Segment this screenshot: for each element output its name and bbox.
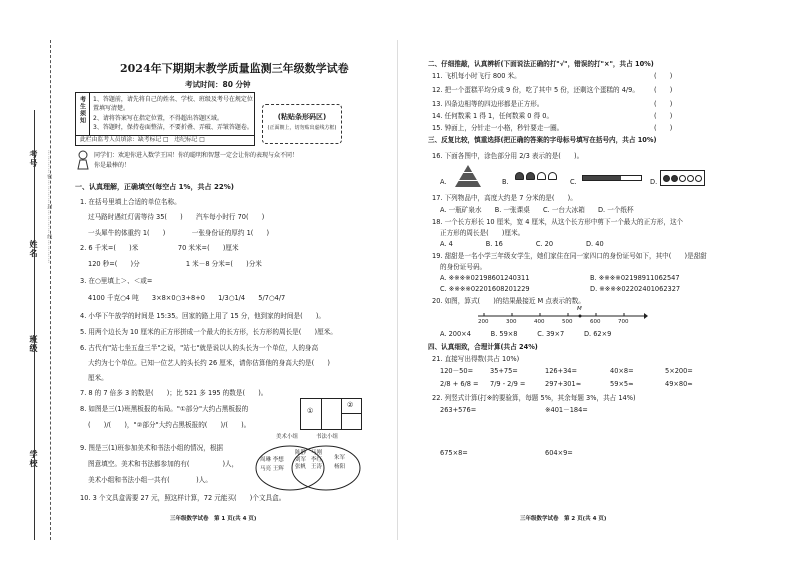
notice-rows <box>93 95 253 132</box>
tick-700: 700 <box>618 319 629 325</box>
calc-2-2: 7/9 - 2/9 = <box>490 380 526 388</box>
greeting-line-1: 同学们：欢迎你进入数学王国！你的聪明和智慧一定会让你的表现与众不同！ <box>94 152 299 159</box>
pyramid-figure <box>455 165 481 187</box>
tick-600: 600 <box>590 319 601 325</box>
margin-rule <box>34 110 35 540</box>
q17: 17. 下列物品中，高度大约是 7 分米的是( )。 <box>432 194 577 202</box>
q20: 20. 如图，算式( )的结果最接近 M 点表示的数。 <box>432 297 585 305</box>
vert-calc-3: 675×8= <box>440 449 468 457</box>
exam-time: 考试时间：80 分钟 <box>185 80 251 89</box>
section-3-heading: 三、反复比较，慎重选择(把正确的答案的字母标号填写在括号内，共占 10%) <box>428 136 657 144</box>
tick-400: 400 <box>534 319 545 325</box>
calc-1-1: 120－50= <box>440 367 474 375</box>
q18-a: 18. 一个长方形长 10 厘米，宽 4 厘米，从这个长方形中剪下一个最大的正方形，这个 <box>432 218 684 226</box>
page-divider <box>397 40 398 540</box>
calc-1-2: 35+75= <box>490 367 518 375</box>
barcode-area <box>262 104 342 144</box>
q7: 7. 8 的 7 倍多 3 的数是( )；比 521 多 195 的数是( )。 <box>80 389 268 397</box>
calc-1-3: 126+34= <box>545 367 578 375</box>
q14-blank: ( ) <box>654 112 673 120</box>
q19-b: 的身份证号码。 <box>440 263 487 271</box>
calc-1-4: 40×8= <box>610 367 634 375</box>
q4: 4. 小华下午放学的时间是 15:35。回家的路上用了 15 分，他到家的时间是( )。 <box>80 312 326 320</box>
vert-calc-4: 604×9= <box>545 449 573 457</box>
q16-opt-d: D. <box>650 178 658 186</box>
q3-items: 4100 千克○4 吨 3×8×0○3+8+0 1/3○1/4 5/7○4/7 <box>88 294 286 302</box>
point-m: M <box>577 306 582 312</box>
cupcake-icon <box>537 172 546 180</box>
venn-calligraphy-label: 书法小组 <box>316 434 339 440</box>
q19-opt-a: A. ※※※※02198601240311 <box>440 274 530 282</box>
notice-row-1: 1、答题前，请先将自己的姓名、学校、班级及考号在规定位置填写清楚。 <box>93 96 253 113</box>
board-part-2: ② <box>347 401 354 409</box>
q8-b: ( )/( )，"②部分"大约占黑板报的( )/( )。 <box>88 421 251 429</box>
q20-options: A. 200×4 B. 59×8 C. 39×7 D. 62×9 <box>440 330 612 338</box>
q15: 15. 钟面上，分针走一小格，秒针要走一圈。 <box>432 124 564 132</box>
q2-a: 2. 6 千米=( )米 70 米米=( )厘米 <box>80 244 239 252</box>
seal-line <box>50 40 51 540</box>
section-2-heading: 二、仔细推敲，认真辨析(下面说法正确的打"√"，错误的打"×"，共占 10%) <box>428 60 654 68</box>
q1-a: 过马路时遇红灯需等待 35( ) 汽车每小时行 70( ) <box>88 213 265 221</box>
tick-200: 200 <box>478 319 489 325</box>
q21: 21. 直接写出得数(共占 10%) <box>432 355 520 363</box>
q8-a: 8. 如图是三(1)班黑板报的布局。"①部分"大约占黑板报的 <box>80 405 249 413</box>
page-2-footer: 三年级数学试卷 第 2 页(共 4 页) <box>520 516 607 522</box>
strip-figure <box>582 175 642 181</box>
q13-blank: ( ) <box>654 100 673 108</box>
q12-blank: ( ) <box>654 86 673 94</box>
notice-row-2: 2、请将答案写在指定位置，不得超出答题区域。 <box>93 114 223 122</box>
tick-300: 300 <box>506 319 517 325</box>
q11: 11. 飞机每小时飞行 800 米。 <box>432 72 521 80</box>
calc-2-5: 49×80≈ <box>665 380 693 388</box>
section-4-heading: 四、认真细致，合理计算(共占 24%) <box>428 343 538 351</box>
q9-a: 9. 图是三(1)班参加美术和书法小组的情况，根据 <box>80 444 224 452</box>
q19-opt-b: B. ※※※※02198911062547 <box>590 274 680 282</box>
q10: 10. 3 个文具盒需要 27 元，照这样计算，72 元能买( )个文具盒。 <box>80 494 286 502</box>
notice-box <box>75 92 255 146</box>
q9-c: 美术小组和书法小组一共有( )人。 <box>88 476 212 484</box>
q12: 12. 把一个蛋糕平均分成 9 份，吃了其中 5 份，还剩这个蛋糕的 4/9。 <box>432 86 639 94</box>
vert-calc-2: ※401－184= <box>545 406 588 414</box>
q5: 5. 用两个边长为 10 厘米的正方形拼成一个最大的长方形，长方形的周长是( )厘米。 <box>80 328 337 336</box>
page-1-footer: 三年级数学试卷 第 1 页(共 4 页) <box>170 516 257 522</box>
venn-calligraphy-only: 朱军 杨阳 <box>334 455 346 470</box>
q18-b: 正方形的周长是( )厘米。 <box>440 229 525 237</box>
q6-a: 6. 古代有"站七坐五盘三半"之说，"站七"就是说以人的头长为一个单位，人的身高 <box>80 344 319 352</box>
greeting-line-2: 你是最棒的！ <box>94 162 131 169</box>
invigilator-row: 此栏由监考人员填涂：缺考标记 □ 违纪标记 □ <box>76 135 254 145</box>
q16-opt-c: C. <box>570 178 577 186</box>
cupcake-icon <box>526 172 535 180</box>
school-label: 学校 <box>29 450 38 468</box>
q18-options: A. 4 B. 16 C. 20 D. 40 <box>440 240 604 248</box>
venn-diagram <box>254 436 364 494</box>
q1: 1. 在括号里填上合适的单位名称。 <box>80 198 181 206</box>
q16-opt-a: A. <box>440 178 447 186</box>
blackboard-figure <box>300 398 362 430</box>
calc-2-4: 59×5≈ <box>610 380 634 388</box>
board-part-1: ① <box>307 407 314 415</box>
venn-overlap-2: 马刚 李红 王涛 <box>311 450 323 471</box>
number-line <box>478 308 648 330</box>
q17-options: A. 一瓶矿泉水 B. 一张课桌 C. 一台大冰箱 D. 一个纸杯 <box>440 206 634 214</box>
calc-2-1: 2/8 + 6/8 = <box>440 380 479 388</box>
seal-text: …………密…………封…………线………… <box>46 150 53 264</box>
page-title: 2024年下期期末教学质量监测三年级数学试卷 <box>120 62 349 75</box>
venn-art-only: 周琳 李想 马亮 王辉 <box>260 457 284 472</box>
venn-art-label: 美术小组 <box>276 434 299 440</box>
student-icon <box>76 150 90 170</box>
q22: 22. 列竖式计算(打※的要验算，每题 5%，其余每题 3%，共占 14%) <box>432 394 636 402</box>
q2-b: 120 秒=( )分 1 米－8 分米=( )分米 <box>88 260 262 268</box>
tick-500: 500 <box>562 319 573 325</box>
dots-figure <box>660 170 705 186</box>
section-1-heading: 一、认真理解，正确填空(每空占 1%，共占 22%) <box>75 183 234 191</box>
q16: 16. 下面各图中，涂色部分用 2/3 表示的是( )。 <box>432 152 584 160</box>
cupcake-icon <box>548 172 557 180</box>
notice-label: 考生须知 <box>78 96 86 124</box>
q6-c: 厘米。 <box>88 374 108 382</box>
q3: 3. 在○里填上＞、＜或= <box>80 277 153 285</box>
calc-1-5: 5×200= <box>665 367 693 375</box>
barcode-title: (粘贴条形码区) <box>277 113 327 121</box>
barcode-note: (正面朝上，切勿贴出虚线方框) <box>267 124 337 131</box>
calc-2-3: 297+301≈ <box>545 380 582 388</box>
cupcake-icon <box>515 172 524 180</box>
q9-b: 图意填空。美术和书法都参加的有( )人， <box>88 460 239 468</box>
q14: 14. 任何数乘 1 得 1，任何数乘 0 得 0。 <box>432 112 554 120</box>
q15-blank: ( ) <box>654 124 673 132</box>
q16-opt-b: B. <box>502 178 509 186</box>
q11-blank: ( ) <box>654 72 673 80</box>
notice-row-3: 3、答题时，保持卷面整洁，不要折叠、弄破、弄皱答题卷。 <box>93 123 253 131</box>
q19-a: 19. 甜甜是一名小学三年级女学生，她们家住在同一家四口的身份证号如下，其中( )是甜甜 <box>432 252 707 260</box>
q6-b: 大约为七个单位。已知一位艺人的头长约 26 厘米，请你估算他的身高大约是( ) <box>88 359 330 367</box>
q19-opt-c: C. ※※※※02201608201229 <box>440 285 530 293</box>
venn-overlap-1: 陈静 刘军 张帆 <box>295 450 307 471</box>
q19-opt-d: D. ※※※※02202401062327 <box>590 285 681 293</box>
exam-no-label: 考号 <box>29 150 38 168</box>
q13: 13. 四条边相等的四边形都是正方形。 <box>432 100 544 108</box>
vert-calc-1: 263+576= <box>440 406 477 414</box>
name-label: 姓名 <box>29 240 38 258</box>
class-label: 班级 <box>29 335 38 353</box>
q1-b: 一头犀牛的体重约 1( ) 一张身份证的厚约 1( ) <box>88 229 270 237</box>
